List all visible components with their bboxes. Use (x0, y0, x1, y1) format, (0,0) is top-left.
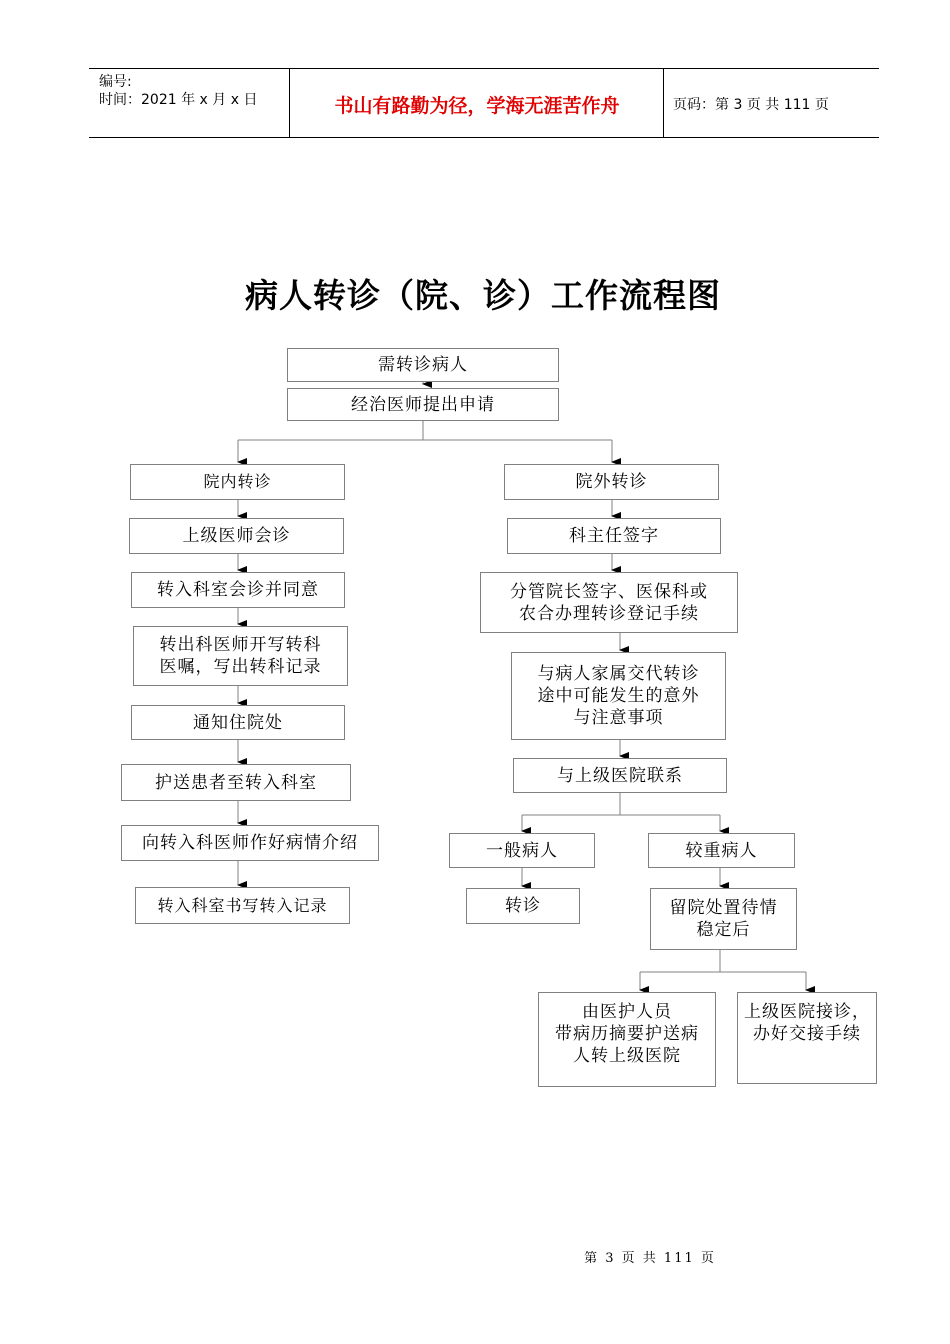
internal-step-box: 转出科医师开写转科 医嘱，写出转科记录 (133, 626, 348, 686)
external-step-box: 科主任签字 (507, 518, 721, 554)
header-motto: 书山有路勤为径，学海无涯苦作舟 (334, 95, 620, 117)
start-box: 需转诊病人 (287, 348, 559, 382)
page-title: 病人转诊（院、诊）工作流程图 (245, 276, 721, 315)
stabilize-box: 留院处置待情 稳定后 (650, 888, 797, 950)
general-patient-box: 一般病人 (449, 833, 595, 868)
transfer-box: 转诊 (466, 888, 580, 924)
header-page-number: 页码：第 3 页 共 111 页 (673, 97, 829, 113)
serious-patient-box: 较重病人 (648, 833, 795, 868)
external-step-box: 与上级医院联系 (513, 758, 727, 793)
internal-step-box: 通知住院处 (131, 705, 345, 740)
handover-box: 上级医院接诊， 办好交接手续 (737, 992, 877, 1084)
internal-step-box: 护送患者至转入科室 (121, 764, 351, 801)
internal-step-box: 转入科室会诊并同意 (131, 572, 345, 608)
external-step-box: 分管院长签字、医保科或 农合办理转诊登记手续 (480, 572, 738, 633)
external-step-box: 与病人家属交代转诊 途中可能发生的意外 与注意事项 (511, 652, 726, 740)
internal-transfer-box: 院内转诊 (130, 464, 345, 500)
page-footer: 第 3 页 共 111 页 (584, 1251, 716, 1266)
internal-step-box: 上级医师会诊 (129, 518, 344, 554)
external-transfer-box: 院外转诊 (504, 464, 719, 500)
time-label: 时间：2021 年 x 月 x 日 (99, 92, 258, 108)
apply-box: 经治医师提出申请 (287, 388, 559, 421)
internal-step-box: 转入科室书写转入记录 (135, 887, 350, 924)
serial-number-label: 编号: (99, 74, 132, 90)
escort-box: 由医护人员 带病历摘要护送病 人转上级医院 (538, 992, 716, 1087)
internal-step-box: 向转入科医师作好病情介绍 (121, 825, 379, 861)
